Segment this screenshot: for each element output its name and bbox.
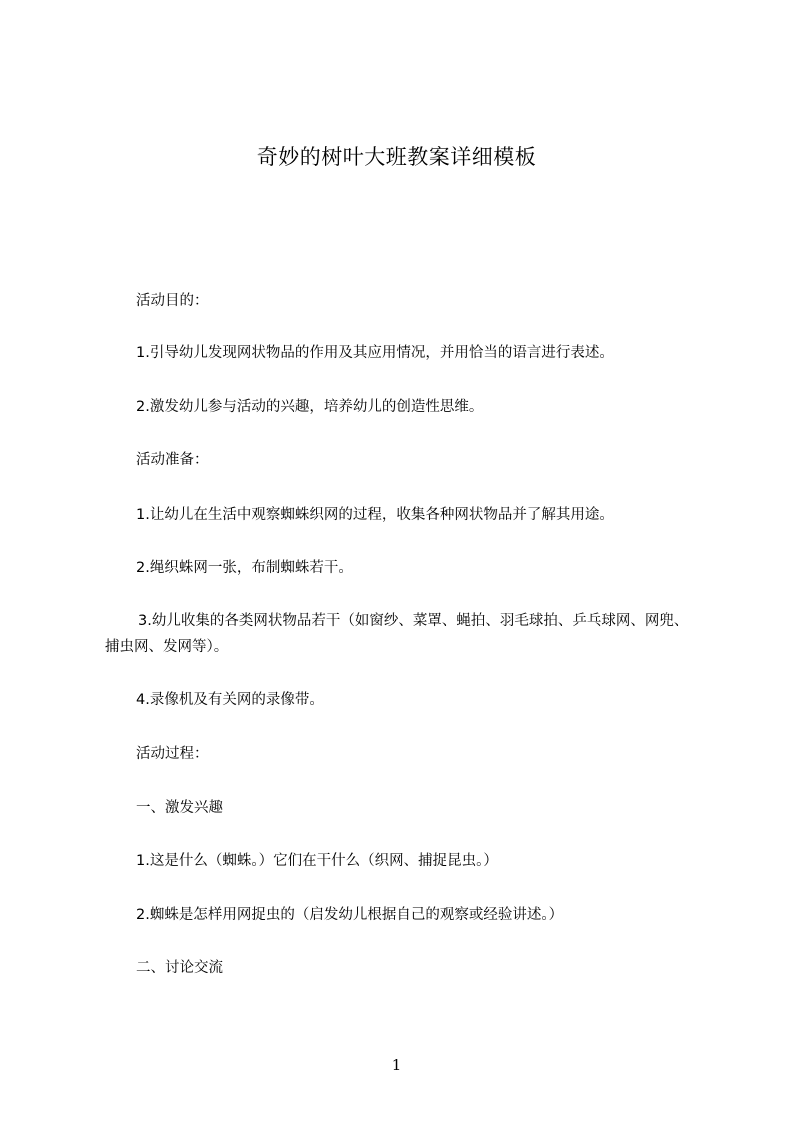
section-heading-process: 活动过程： <box>136 746 209 762</box>
paragraph-preparation-1: 1.让幼儿在生活中观察蜘蛛织网的过程，收集各种网状物品并了解其用途。 <box>136 507 614 523</box>
paragraph-purpose-1: 1.引导幼儿发现网状物品的作用及其应用情况，并用恰当的语言进行表述。 <box>136 345 614 361</box>
paragraph-purpose-2: 2.激发幼儿参与活动的兴趣，培养幼儿的创造性思维。 <box>136 399 484 415</box>
subsection-heading-discussion: 二、讨论交流 <box>136 960 223 976</box>
paragraph-process-2: 2.蜘蛛是怎样用网捉虫的（启发幼儿根据自己的观察或经验讲述。） <box>136 907 564 923</box>
paragraph-preparation-3: 3.幼儿收集的各类网状物品若干（如窗纱、菜罩、蝇拍、羽毛球拍、乒乓球网、网兜、捕虫网、发网等）。 <box>105 613 689 655</box>
document-title: 奇妙的树叶大班教案详细模板 <box>256 145 537 169</box>
section-heading-purpose: 活动目的： <box>136 293 209 309</box>
paragraph-preparation-4: 4.录像机及有关网的录像带。 <box>136 692 324 708</box>
paragraph-process-1: 1.这是什么（蜘蛛。）它们在干什么（织网、捕捉昆虫。） <box>136 853 498 869</box>
paragraph-preparation-2: 2.绳织蛛网一张，布制蜘蛛若干。 <box>136 560 353 576</box>
subsection-heading-interest: 一、激发兴趣 <box>136 800 223 816</box>
page-number: 1 <box>391 1056 402 1074</box>
section-heading-preparation: 活动准备： <box>136 452 209 468</box>
